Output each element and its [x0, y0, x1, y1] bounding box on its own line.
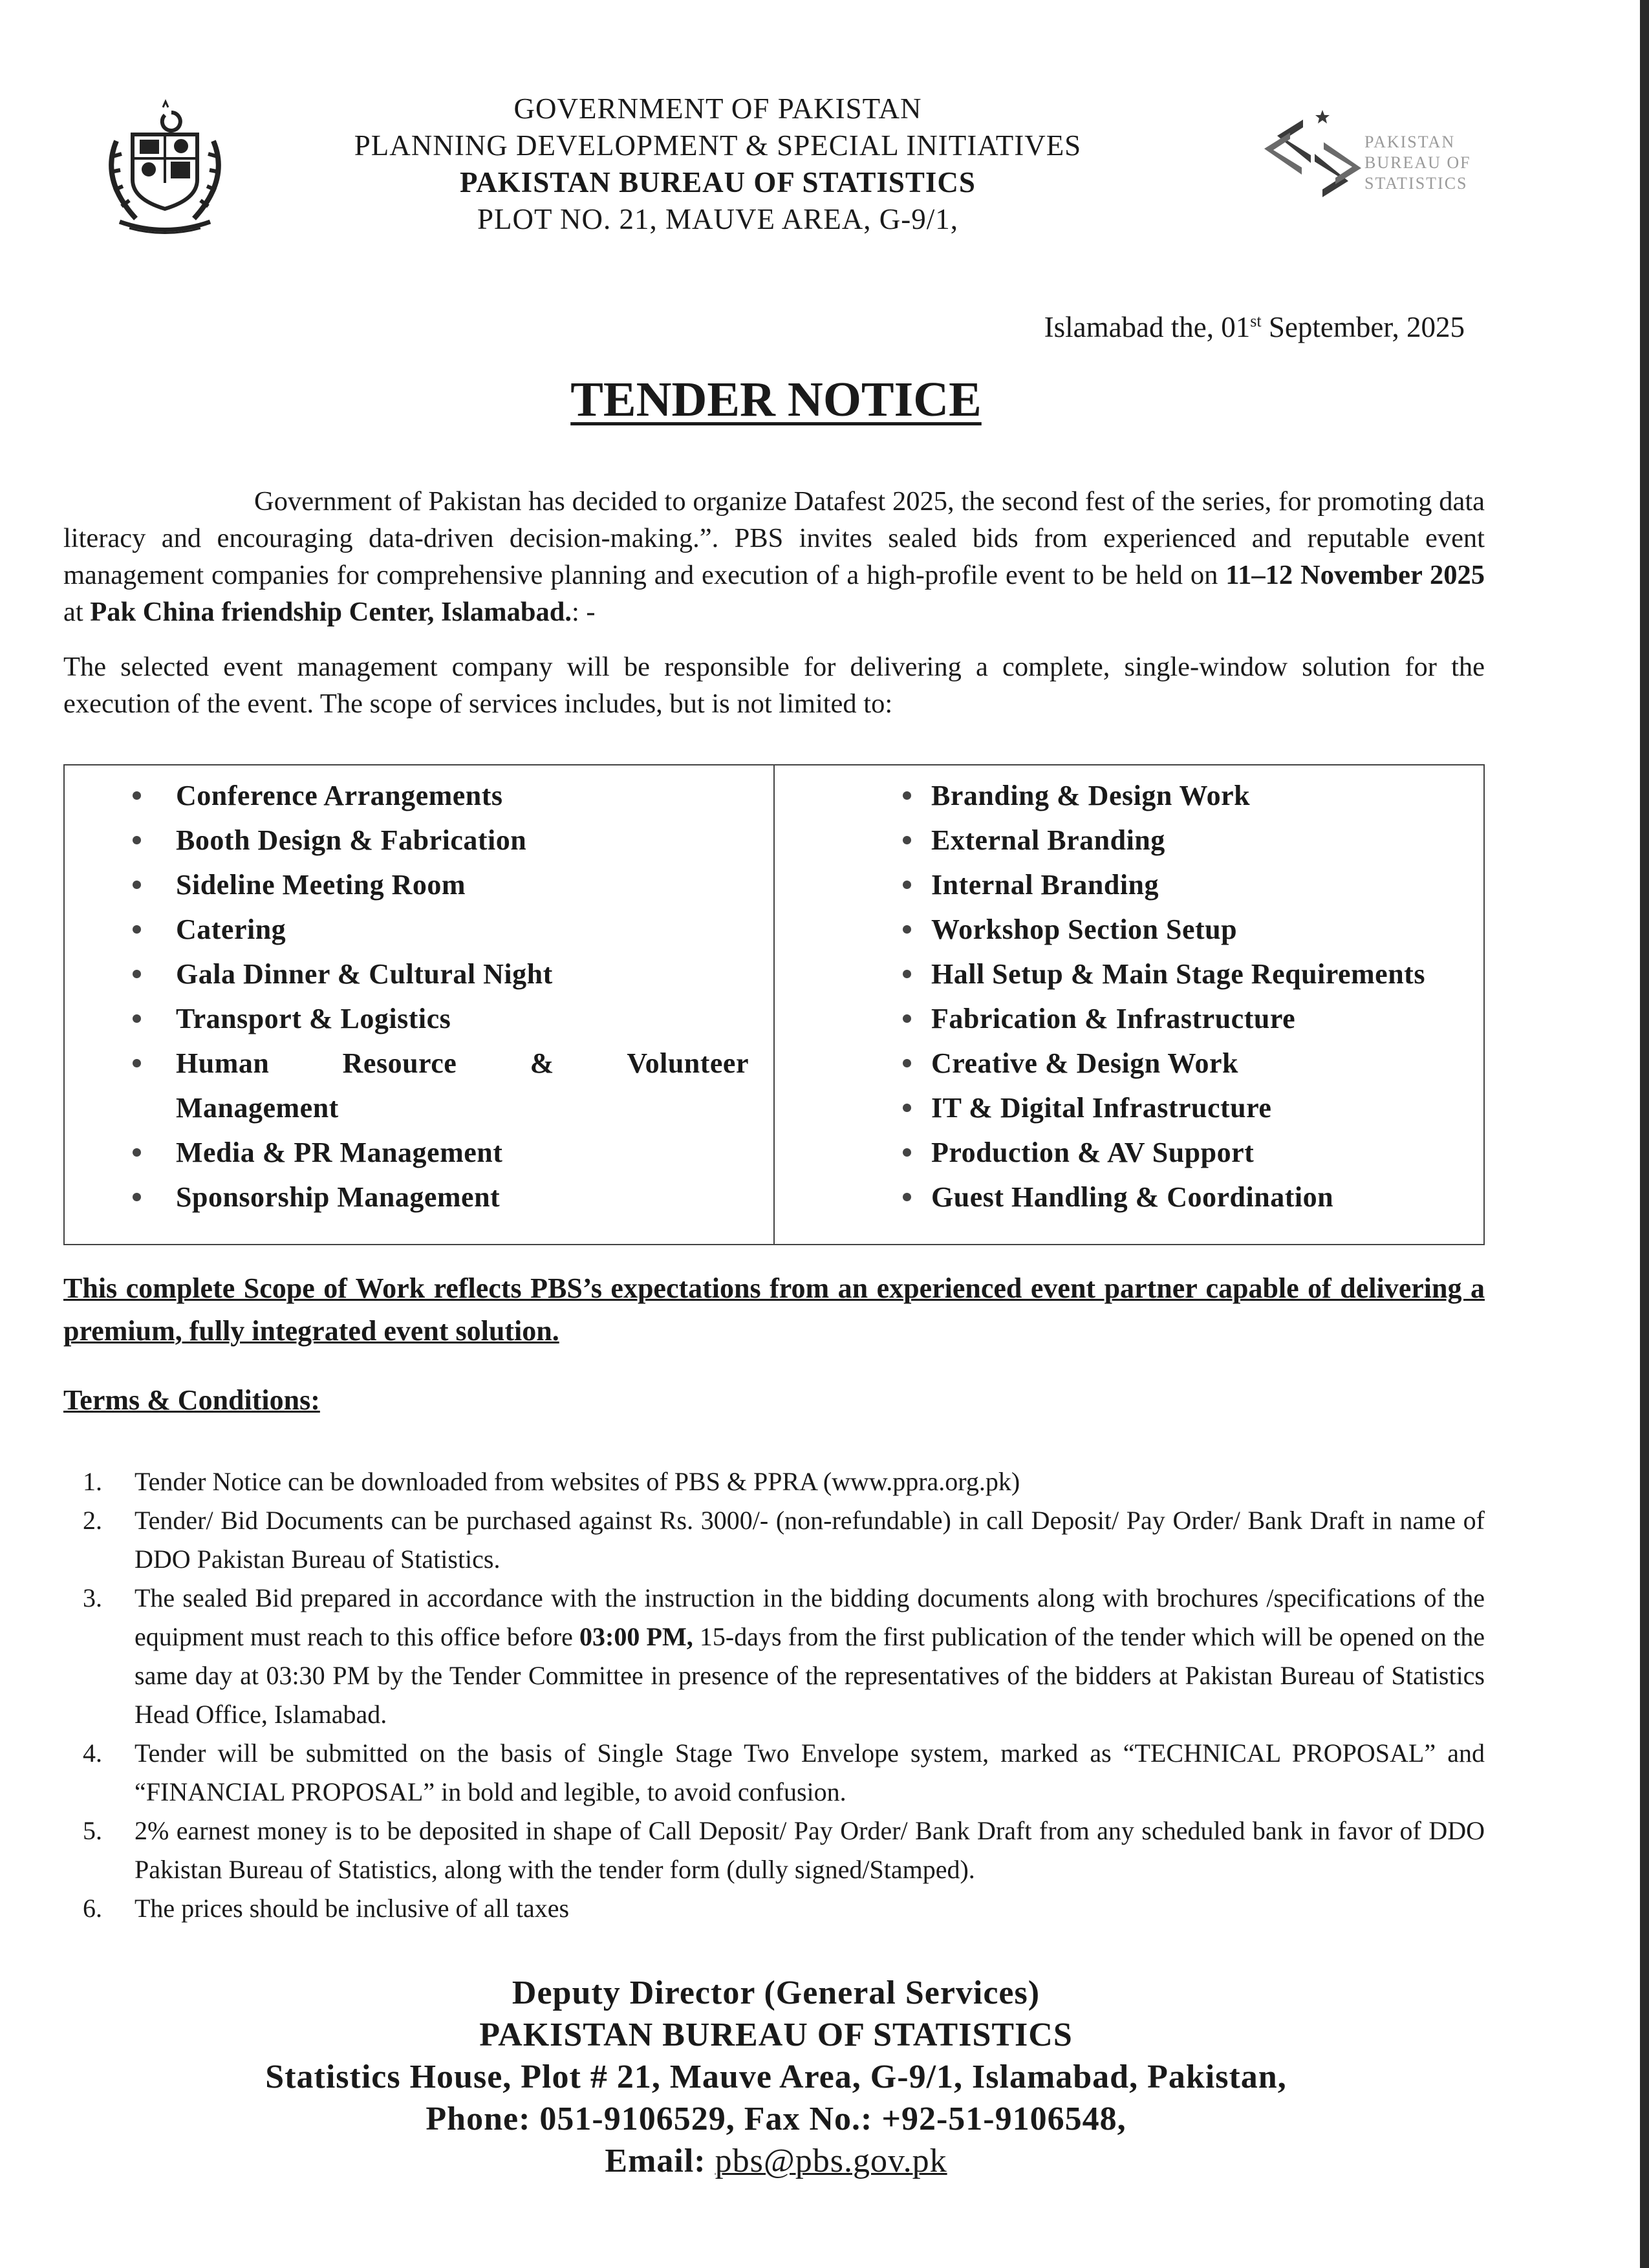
header-ministry: PLANNING DEVELOPMENT & SPECIAL INITIATIVES: [354, 129, 1082, 162]
bullet-icon: [133, 1014, 141, 1023]
term-number: 2.: [83, 1506, 102, 1535]
bullet-icon: [903, 881, 911, 889]
bullet-icon: [903, 925, 911, 934]
signatory-organization: PAKISTAN BUREAU OF STATISTICS: [479, 2017, 1073, 2053]
date-rest: September, 2025: [1261, 311, 1465, 343]
email-link[interactable]: pbs@pbs.gov.pk: [715, 2143, 947, 2179]
bullet-icon: [903, 1014, 911, 1023]
list-item: External Branding: [775, 818, 1480, 862]
bullet-icon: [133, 925, 141, 934]
scope-list-left: [65, 773, 763, 1219]
notice-date: [776, 310, 1465, 344]
bullet-icon: [903, 1104, 911, 1112]
term-item: [63, 1734, 1485, 1812]
scope-summary: This complete Scope of Work reflects PBS’s expectations from an experienced event partner capable of delivering a premium, fully integrated event solution.: [63, 1272, 1485, 1347]
term-item: [63, 1462, 1485, 1501]
bullet-icon: [133, 836, 141, 844]
list-item: Human Resource & Volunteer Management: [65, 1041, 763, 1130]
list-item: Transport & Logistics: [65, 996, 763, 1041]
scope-of-services-table: [63, 764, 1485, 1245]
state-emblem-icon: [91, 96, 239, 244]
scope-intro-paragraph: The selected event management company will be responsible for delivering a complete, single-window solution for the execution of the event. The scope of services includes, but is not limited to:: [63, 652, 1485, 719]
event-dates: 11–12 November 2025: [1225, 560, 1485, 590]
pbs-logo-text-3: STATISTICS: [1364, 174, 1468, 193]
term-text: Tender/ Bid Documents can be purchased against Rs. 3000/- (non-refundable) in call Deposit/ Pay Order/ Bank Draft in name of DDO Pakistan Bureau of Statistics.: [135, 1506, 1485, 1574]
term-text-cont: 15-days from the first publication of the tender which will be opened on the same day at 03:30 PM by the Tender Committee in presence of the representatives of the bidders at Pakistan Bureau of Statistics Head Office, Islamabad.: [135, 1622, 1485, 1729]
bullet-icon: [903, 1193, 911, 1201]
list-item: Internal Branding: [775, 862, 1480, 907]
intro-paragraph: [63, 483, 1485, 630]
header-bureau: PAKISTAN BUREAU OF STATISTICS: [460, 166, 976, 198]
pbs-logo-text-1: PAKISTAN: [1364, 133, 1456, 151]
bullet-icon: [133, 1193, 141, 1201]
list-item: Conference Arrangements: [65, 773, 763, 818]
list-item: Fabrication & Infrastructure: [775, 996, 1480, 1041]
intro-text: Government of Pakistan has decided to organize Datafest 2025, the second fest of the series, for promoting data literacy and encouraging data-driven decision-making.”. PBS invites sealed bids from experienced and reputable event management companies for comprehensive planning and execution of a high-profile event to be held on: [63, 486, 1485, 590]
list-item: Sponsorship Management: [65, 1175, 763, 1219]
scope-list-right: [775, 773, 1480, 1219]
bullet-icon: [133, 791, 141, 800]
bullet-icon: [133, 881, 141, 889]
page-title: TENDER NOTICE: [570, 372, 982, 427]
bullet-icon: [133, 1148, 141, 1157]
term-text: Tender Notice can be downloaded from websites of PBS & PPRA (www.ppra.org.pk): [135, 1467, 1020, 1496]
term-item: [63, 1579, 1485, 1734]
list-item: Hall Setup & Main Stage Requirements: [775, 952, 1480, 996]
terms-heading: Terms & Conditions:: [63, 1384, 320, 1416]
signatory-address: Statistics House, Plot # 21, Mauve Area, G-9/1, Islamabad, Pakistan,: [265, 2059, 1287, 2095]
list-item: Gala Dinner & Cultural Night: [65, 952, 763, 996]
pbs-logo: [1238, 110, 1484, 226]
intro-at: at: [63, 597, 91, 627]
term-number: 3.: [83, 1583, 102, 1612]
signatory-email-line: [0, 2140, 1552, 2182]
terms-list: [63, 1462, 1485, 1928]
term-text: 2% earnest money is to be deposited in shape of Call Deposit/ Pay Order/ Bank Draft from any scheduled bank in favor of DDO Pakistan Bureau of Statistics, along with the tender form (dully signed/Stamped).: [135, 1816, 1485, 1884]
term-number: 6.: [83, 1894, 102, 1923]
term-item: [63, 1501, 1485, 1579]
term-number: 1.: [83, 1467, 102, 1496]
list-item: IT & Digital Infrastructure: [775, 1086, 1480, 1130]
term-text: The sealed Bid prepared in accordance with the instruction in the bidding documents along with brochures /specifications of the equipment must reach to this office before: [135, 1583, 1485, 1651]
list-item: Guest Handling & Coordination: [775, 1175, 1480, 1219]
header-address: PLOT NO. 21, MAUVE AREA, G-9/1,: [477, 203, 958, 235]
intro-end: : -: [571, 597, 596, 627]
list-item: Catering: [65, 907, 763, 952]
bullet-icon: [133, 1059, 141, 1067]
term-number: 5.: [83, 1816, 102, 1845]
bullet-icon: [133, 970, 141, 978]
list-item: Branding & Design Work: [775, 773, 1480, 818]
signatory-designation: Deputy Director (General Services): [512, 1974, 1040, 2011]
bullet-icon: [903, 836, 911, 844]
term-item: [63, 1812, 1485, 1889]
letterhead: [0, 91, 1649, 246]
term-text: Tender will be submitted on the basis of Single Stage Two Envelope system, marked as “TECHNICAL PROPOSAL” and “FINANCIAL PROPOSAL” in bold and legible, to avoid confusion.: [135, 1738, 1485, 1806]
date-prefix: Islamabad the, 01: [1044, 311, 1251, 343]
signatory-phone: Phone: 051-9106529, Fax No.: +92-51-9106548,: [426, 2101, 1126, 2137]
term-text: The prices should be inclusive of all taxes: [135, 1894, 570, 1923]
term-number: 4.: [83, 1738, 102, 1768]
email-label: Email:: [605, 2143, 715, 2179]
bullet-icon: [903, 1059, 911, 1067]
date-ordinal: st: [1250, 312, 1262, 330]
list-item: Workshop Section Setup: [775, 907, 1480, 952]
list-item: Creative & Design Work: [775, 1041, 1480, 1086]
header-government: GOVERNMENT OF PAKISTAN: [513, 92, 922, 125]
pbs-logo-text-2: BUREAU OF: [1364, 153, 1471, 172]
list-item-continuation: Management: [176, 1092, 339, 1124]
submission-time: 03:00 PM,: [579, 1622, 693, 1651]
list-item: Media & PR Management: [65, 1130, 763, 1175]
list-item: Sideline Meeting Room: [65, 862, 763, 907]
pbs-logo-mark-icon: [1264, 110, 1361, 197]
bullet-icon: [903, 1148, 911, 1157]
term-item: [63, 1889, 1485, 1928]
scan-edge: [1640, 0, 1649, 2268]
bullet-icon: [903, 970, 911, 978]
list-item: Production & AV Support: [775, 1130, 1480, 1175]
list-item: Booth Design & Fabrication: [65, 818, 763, 862]
event-venue: Pak China friendship Center, Islamabad.: [90, 597, 572, 627]
bullet-icon: [903, 791, 911, 800]
signature-block: [0, 1972, 1552, 2182]
